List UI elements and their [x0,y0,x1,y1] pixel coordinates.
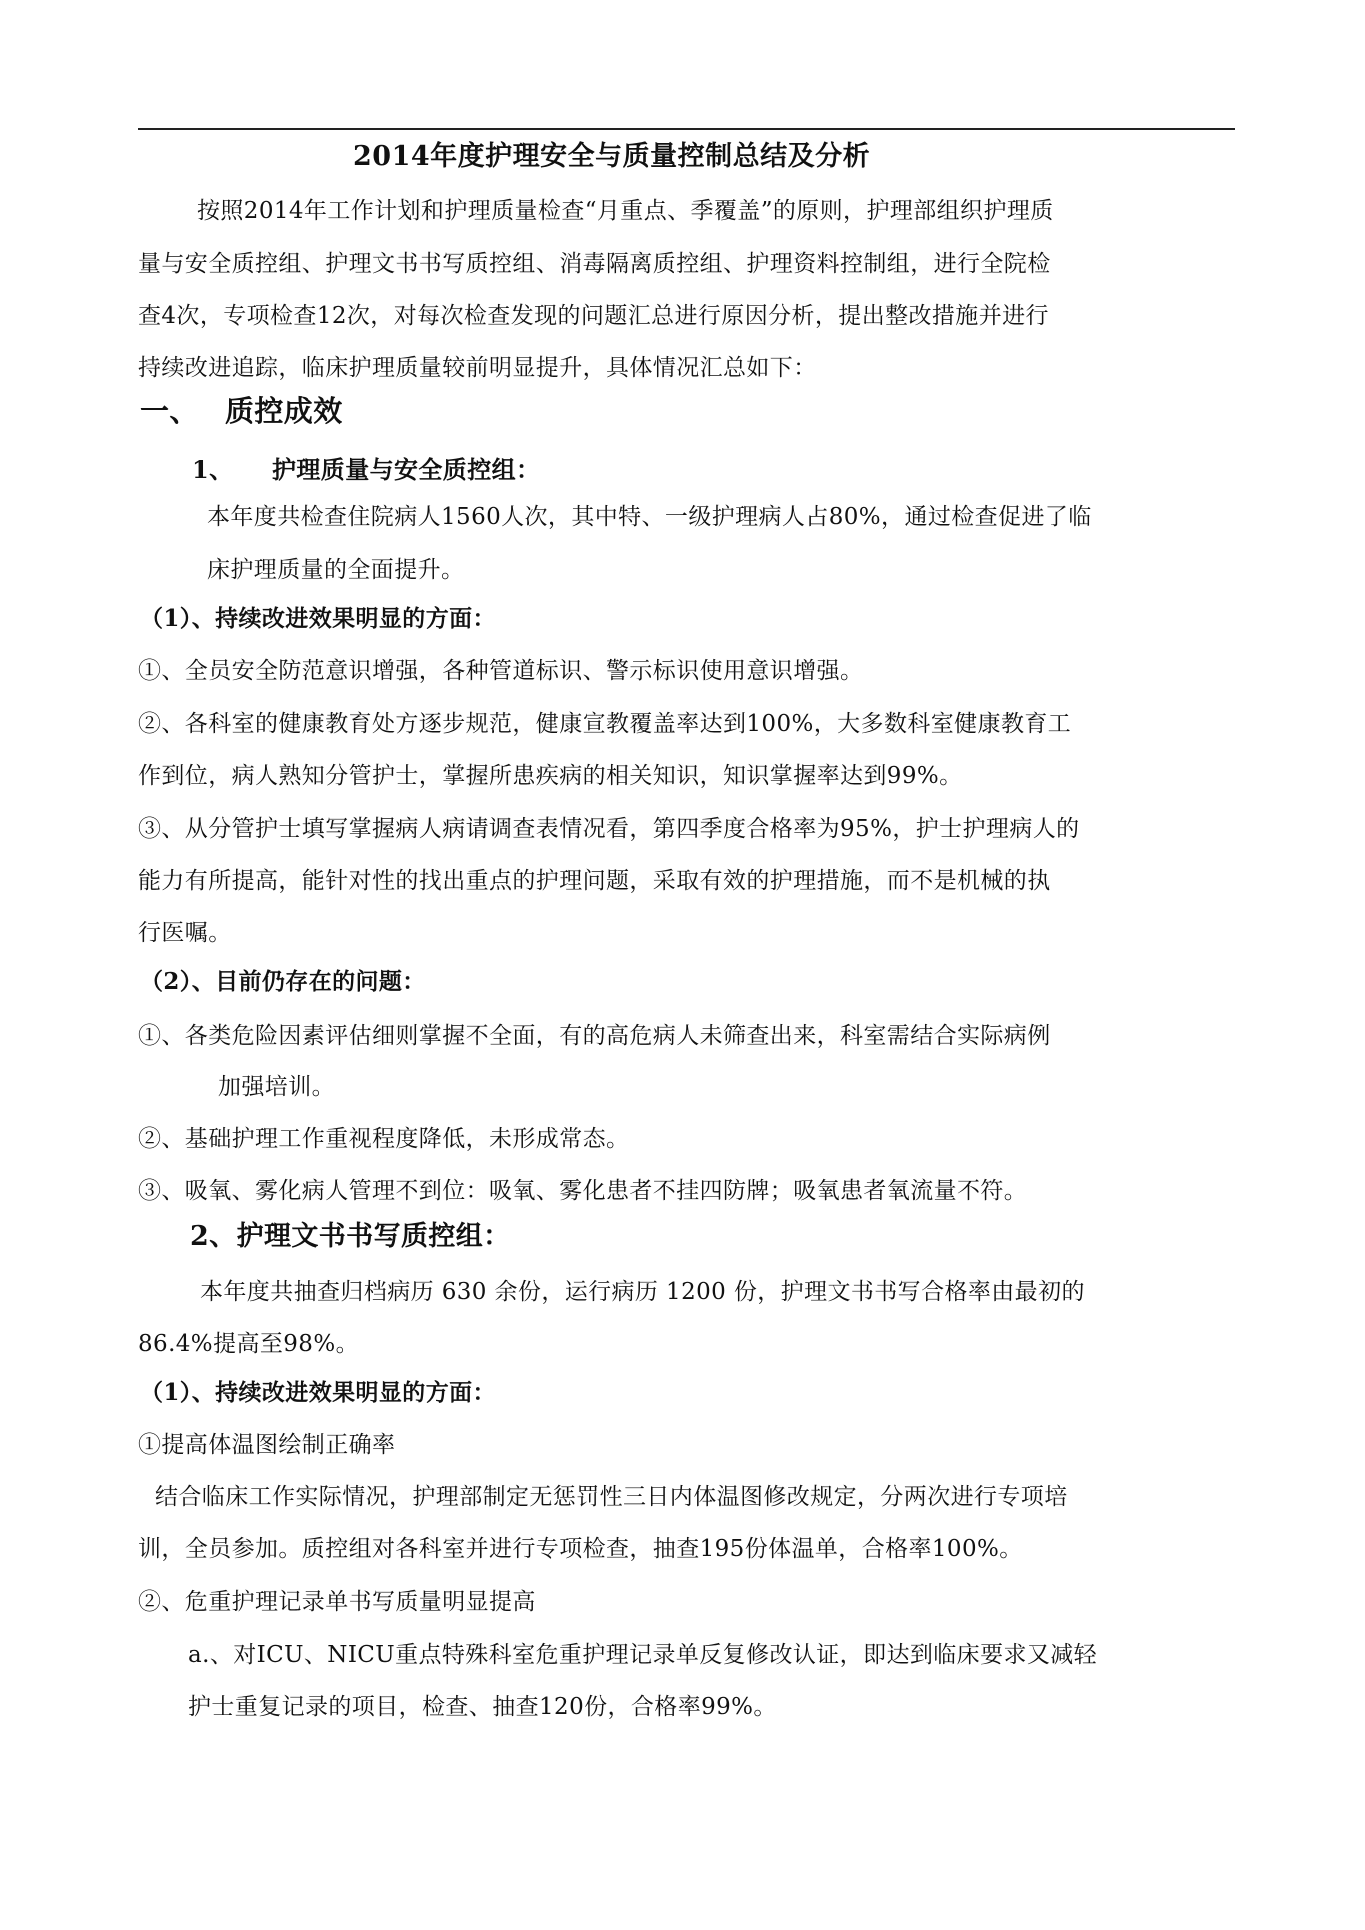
group-1-title: 护理质量与安全质控组： [272,455,541,484]
group-2-item-1-line-2: 训，全员参加。质控组对各科室并进行专项检查，抽查195份体温单，合格率100%。 [138,1536,1023,1562]
intro-line-1: 按照2014年工作计划和护理质量检查“月重点、季覆盖”的原则，护理部组织护理质 [197,198,1054,224]
group-2-summary-line-2: 86.4%提高至98%。 [138,1331,359,1357]
group-2-item-2-line-1: a.、对ICU、NICU重点特殊科室危重护理记录单反复修改认证，即达到临床要求又减轻 [188,1642,1098,1668]
intro-line-3: 查4次，专项检查12次，对每次检查发现的问题汇总进行原因分析，提出整改措施并进行 [138,303,1049,329]
group-1-improved-item-2-line-2: 作到位，病人熟知分管护士，掌握所患疾病的相关知识，知识掌握率达到99%。 [138,763,963,789]
group-1-summary-line-1: 本年度共检查住院病人1560人次，其中特、一级护理病人占80%，通过检查促进了临 [207,504,1092,530]
group-1-improved-item-3-line-1: ③、从分管护士填写掌握病人病请调查表情况看，第四季度合格率为95%，护士护理病人的 [138,816,1080,842]
group-2-title: 2、护理文书书写质控组： [190,1221,511,1252]
group-2-item-2-heading: ②、危重护理记录单书写质量明显提高 [138,1589,536,1615]
document-title: 2014年度护理安全与质量控制总结及分析 [353,141,871,172]
group-1-issue-2: ②、基础护理工作重视程度降低，未形成常态。 [138,1126,630,1152]
group-1-improved-item-2-line-1: ②、各科室的健康教育处方逐步规范，健康宣教覆盖率达到100%，大多数科室健康教育工 [138,711,1072,737]
group-1-issue-3: ③、吸氧、雾化病人管理不到位：吸氧、雾化患者不挂四防牌；吸氧患者氧流量不符。 [138,1178,1028,1204]
group-1-improved-item-1: ①、全员安全防范意识增强，各种管道标识、警示标识使用意识增强。 [138,658,864,684]
group-1-issues-heading: （2）、目前仍存在的问题： [140,968,426,995]
intro-line-2: 量与安全质控组、护理文书书写质控组、消毒隔离质控组、护理资料控制组，进行全院检 [138,251,1051,277]
group-1-improved-heading: （1）、持续改进效果明显的方面： [140,605,496,632]
group-2-item-2-line-2: 护士重复记录的项目，检查、抽查120份，合格率99%。 [188,1694,777,1720]
group-1-issue-1-line-1: ①、各类危险因素评估细则掌握不全面，有的高危病人未筛查出来，科室需结合实际病例 [138,1023,1051,1049]
group-1-improved-item-3-line-2: 能力有所提高，能针对性的找出重点的护理问题，采取有效的护理措施，而不是机械的执 [138,868,1051,894]
section-1-title: 质控成效 [225,394,343,428]
group-1-number: 1、 [192,455,234,484]
group-1-issue-1-line-2: 加强培训。 [218,1074,335,1100]
header-rule [138,128,1235,130]
group-2-item-1-line-1: 结合临床工作实际情况，护理部制定无惩罚性三日内体温图修改规定，分两次进行专项培 [155,1484,1068,1510]
group-1-summary-line-2: 床护理质量的全面提升。 [207,557,465,583]
group-2-improved-heading: （1）、持续改进效果明显的方面： [140,1379,496,1406]
group-1-improved-item-3-line-3: 行医嘱。 [138,920,232,946]
group-2-summary-line-1: 本年度共抽查归档病历 630 余份，运行病历 1200 份，护理文书书写合格率由最初的 [200,1279,1085,1305]
section-1-number: 一、 [140,394,199,428]
group-2-item-1-heading: ①提高体温图绘制正确率 [138,1432,396,1458]
intro-line-4: 持续改进追踪，临床护理质量较前明显提升，具体情况汇总如下： [138,355,817,381]
